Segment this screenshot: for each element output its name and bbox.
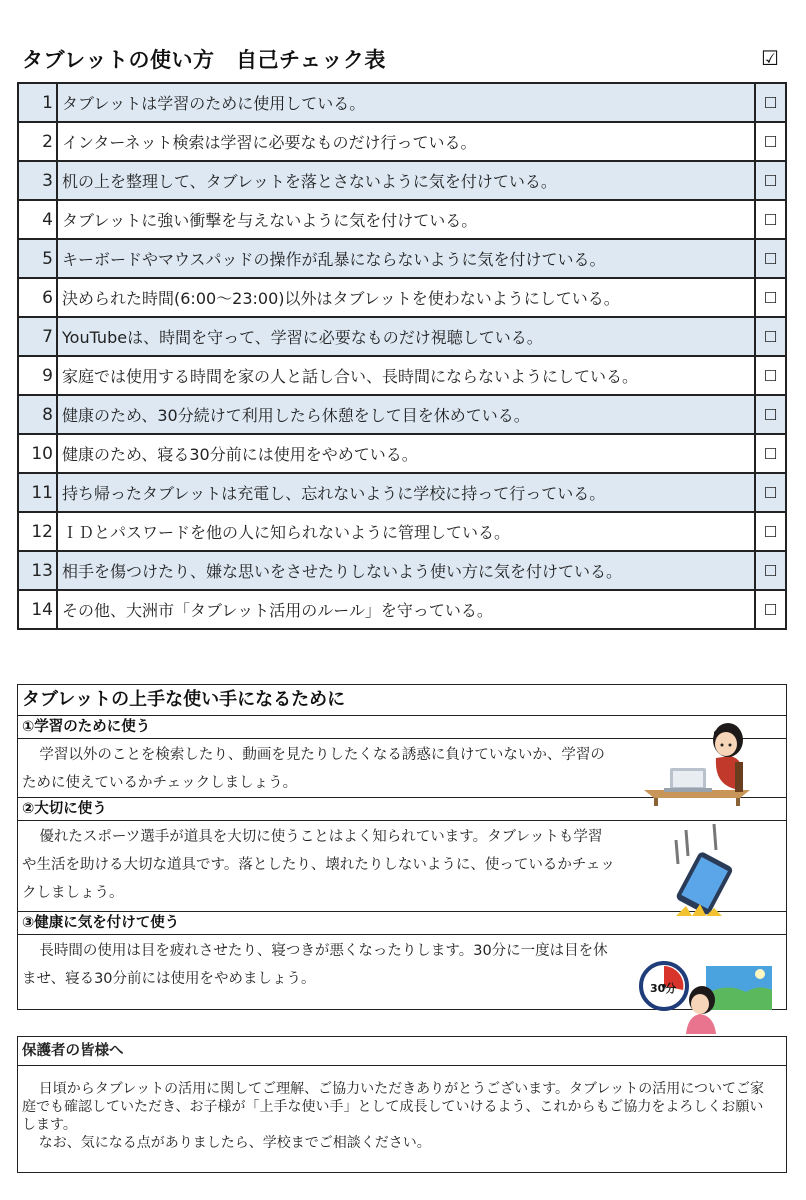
row-checkbox[interactable]: ☐ [755,473,786,512]
checklist-row [18,434,786,473]
guardians-body [18,1066,786,1152]
row-text: 健康のため、30分続けて利用したら休憩をして目を休めている。 [57,395,755,434]
row-text: ＩＤとパスワードを他の人に知られないように管理している。 [57,512,755,551]
row-number: 11 [18,473,57,512]
tip-heading-1: ①学習のために使う [18,716,786,739]
row-number: 2 [18,122,57,161]
row-number: 14 [18,590,57,629]
row-checkbox[interactable]: ☐ [755,551,786,590]
row-text: タブレットは学習のために使用している。 [57,83,755,122]
checklist-row [18,239,786,278]
row-checkbox[interactable]: ☐ [755,239,786,278]
row-number: 4 [18,200,57,239]
row-number: 10 [18,434,57,473]
row-text: YouTubeは、時間を守って、学習に必要なものだけ視聴している。 [57,317,755,356]
row-checkbox[interactable]: ☐ [755,434,786,473]
tip-body-2: 優れたスポーツ選手が道具を大切に使うことはよく知られています。タブレットも学習や生活を助ける大切な道具です。落としたり、壊れたりしないように、使っているかチェックしましょう。 [22,829,615,901]
row-text: 健康のため、寝る30分前には使用をやめている。 [57,434,755,473]
tip-heading-2: ②大切に使う [18,797,786,821]
row-text: タブレットに強い衝撃を与えないように気を付けている。 [57,200,755,239]
checklist-row [18,200,786,239]
checklist-row [18,161,786,200]
checklist-row [18,278,786,317]
falling-tablet-illustration [666,820,742,920]
checked-box-icon: ☑ [761,46,779,70]
row-number: 12 [18,512,57,551]
row-number: 1 [18,83,57,122]
row-checkbox[interactable]: ☐ [755,122,786,161]
row-checkbox[interactable]: ☐ [755,590,786,629]
row-text: インターネット検索は学習に必要なものだけ行っている。 [57,122,755,161]
checklist-row [18,473,786,512]
row-number: 8 [18,395,57,434]
row-checkbox[interactable]: ☐ [755,356,786,395]
checklist-row [18,590,786,629]
row-number: 3 [18,161,57,200]
row-checkbox[interactable]: ☐ [755,83,786,122]
row-text: キーボードやマウスパッドの操作が乱暴にならないように気を付けている。 [57,239,755,278]
checklist-row [18,83,786,122]
tip-body-1: 学習以外のことを検索したり、動画を見たりしたくなる誘惑に負けていないか、学習のために使えているかチェックしましょう。 [22,747,605,791]
tip-body-3: 長時間の使用は目を疲れさせたり、寝つきが悪くなったりします。30分に一度は目を休ませ、寝る30分前には使用をやめましょう。 [22,943,608,987]
row-checkbox[interactable]: ☐ [755,395,786,434]
page-title: タブレットの使い方 自己チェック表 [22,48,386,72]
checklist-row [18,317,786,356]
row-number: 7 [18,317,57,356]
checklist-row [18,122,786,161]
row-text: その他、大洲市「タブレット活用のルール」を守っている。 [57,590,755,629]
row-text: 持ち帰ったタブレットは充電し、忘れないように学校に持って行っている。 [57,473,755,512]
row-text: 決められた時間(6:00～23:00)以外はタブレットを使わないようにしている。 [57,278,755,317]
row-number: 5 [18,239,57,278]
guardians-panel [17,1036,787,1173]
timer-rest-illustration [636,954,776,1034]
checklist-row [18,356,786,395]
timer-label: 30分 [650,982,677,995]
row-text: 家庭では使用する時間を家の人と話し合い、長時間にならないようにしている。 [57,356,755,395]
row-checkbox[interactable]: ☐ [755,161,786,200]
row-checkbox[interactable]: ☐ [755,512,786,551]
guardians-heading: 保護者の皆様へ [18,1037,786,1066]
row-text: 机の上を整理して、タブレットを落とさないように気を付けている。 [57,161,755,200]
checklist-row [18,395,786,434]
guardians-para-1: 日頃からタブレットの活用に関してご理解、ご協力いただきありがとうございます。タブレットの活用についてご家庭でも確認していただき、お子様が「上手な使い手」として成長していけるよう、これからもご協力をよろしくお願いします。 [22,1081,764,1133]
checklist-row [18,551,786,590]
checklist-row [18,512,786,551]
row-checkbox[interactable]: ☐ [755,317,786,356]
self-check-table [17,82,787,630]
guardians-para-2: なお、気になる点がありましたら、学校までご相談ください。 [38,1135,431,1151]
tips-title: タブレットの上手な使い手になるために [18,685,786,716]
student-laptop-illustration [640,718,758,806]
row-number: 6 [18,278,57,317]
tip-heading-3: ③健康に気を付けて使う [18,911,786,935]
row-checkbox[interactable]: ☐ [755,200,786,239]
row-checkbox[interactable]: ☐ [755,278,786,317]
row-text: 相手を傷つけたり、嫌な思いをさせたりしないよう使い方に気を付けている。 [57,551,755,590]
row-number: 9 [18,356,57,395]
row-number: 13 [18,551,57,590]
